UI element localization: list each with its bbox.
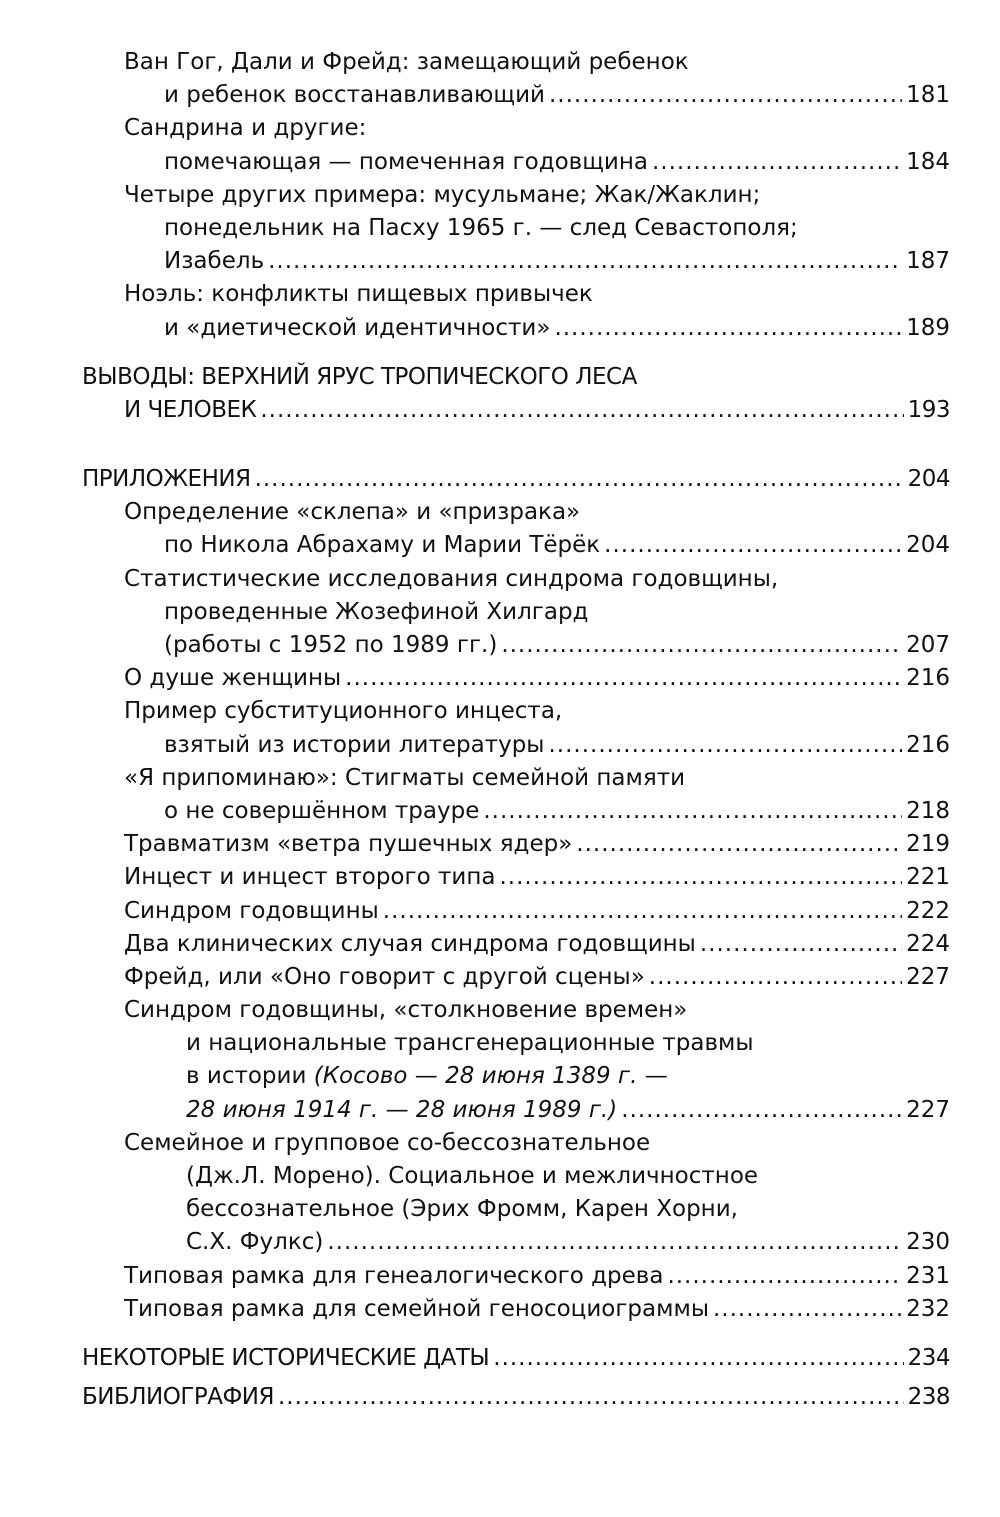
entry-title: Ноэль: конфликты пищевых привычек — [124, 281, 593, 308]
page-number: 231 — [906, 1262, 950, 1289]
entry-title: проведенные Жозефиной Хилгард — [164, 598, 589, 625]
page-number: 238 — [907, 1384, 950, 1411]
dot-leader — [383, 895, 902, 928]
entry-title: НЕКОТОРЫЕ ИСТОРИЧЕСКИЕ ДАТЫ — [82, 1344, 490, 1371]
entry-title: и «диетической идентичности» — [164, 314, 551, 341]
dot-leader — [255, 463, 904, 496]
dot-leader — [649, 961, 902, 994]
toc-entry[interactable] — [186, 1226, 950, 1259]
entry-title: Определение «склепа» и «призрака» — [124, 499, 581, 526]
toc-entry — [124, 278, 950, 311]
page-number: 204 — [906, 532, 950, 559]
page-number: 207 — [906, 632, 950, 658]
dot-leader — [621, 1094, 902, 1127]
entry-title: понедельник на Пасху 1965 г. — след Севастополя; — [164, 214, 798, 241]
toc-entry[interactable] — [124, 662, 950, 695]
entry-title: в истории — [186, 1063, 314, 1090]
toc-entry — [186, 1060, 950, 1093]
entry-title: по Никола Абрахаму и Марии Тёрёк — [164, 532, 601, 559]
toc-entry — [186, 1160, 950, 1193]
dot-leader — [667, 1260, 902, 1293]
entry-title: БИБЛИОГРАФИЯ — [82, 1384, 274, 1411]
page-number: 227 — [906, 1096, 950, 1123]
toc-entry — [124, 1127, 950, 1160]
page-number: 181 — [906, 82, 950, 109]
page-number: 218 — [906, 797, 950, 824]
page-number: 224 — [906, 930, 950, 957]
toc-entry[interactable] — [164, 146, 950, 179]
toc-entry — [124, 762, 950, 795]
dot-leader — [483, 795, 902, 828]
page-number: 216 — [906, 731, 950, 758]
page-number: 216 — [906, 665, 950, 692]
toc-entry — [186, 1027, 950, 1060]
entry-title: (Дж.Л. Морено). Социальное и межличностное — [186, 1163, 759, 1189]
entry-title: ВЫВОДЫ: ВЕРХНИЙ ЯРУС ТРОПИЧЕСКОГО ЛЕСА — [82, 363, 637, 390]
dot-leader — [268, 245, 902, 278]
entry-title: Два клинических случая синдрома годовщины — [124, 930, 696, 957]
dot-leader — [499, 861, 902, 894]
toc-entry — [124, 179, 950, 212]
page-number: 230 — [906, 1229, 950, 1256]
table-of-contents — [82, 46, 950, 1414]
entry-title: о не совершённом трауре — [164, 797, 480, 824]
entry-title: Типовая рамка для генеалогического древа — [124, 1262, 664, 1289]
entry-title-italic: 28 июня 1914 г. — 28 июня 1989 г.) — [186, 1096, 618, 1123]
dot-leader — [278, 1381, 904, 1414]
entry-title: (работы с 1952 по 1989 гг.) — [164, 632, 498, 658]
toc-section-heading — [82, 361, 950, 394]
dot-leader — [576, 828, 902, 861]
page-number: 204 — [907, 466, 950, 493]
entry-title: Инцест и инцест второго типа — [124, 864, 496, 891]
toc-entry[interactable] — [124, 928, 950, 961]
entry-title: С.Х. Фулкс) — [186, 1229, 324, 1256]
page-number: 221 — [906, 864, 950, 891]
page-number: 189 — [906, 314, 950, 341]
toc-entry — [124, 695, 950, 728]
page-number: 184 — [906, 148, 950, 175]
dot-leader — [260, 394, 903, 427]
entry-title: «Я припоминаю»: Стигматы семейной памяти — [124, 764, 686, 791]
toc-entry[interactable] — [164, 795, 950, 828]
entry-title: ПРИЛОЖЕНИЯ — [82, 466, 251, 493]
entry-title-italic: (Косово — 28 июня 1389 г. — — [313, 1063, 668, 1090]
entry-title: Изабель — [164, 248, 265, 275]
entry-title: Ван Гог, Дали и Фрейд: замещающий ребенок — [124, 49, 689, 75]
toc-entry — [124, 563, 950, 596]
dot-leader — [604, 529, 902, 562]
toc-entry[interactable] — [164, 312, 950, 345]
entry-title: помечающая — помеченная годовщина — [164, 148, 648, 175]
toc-entry[interactable] — [164, 529, 950, 562]
toc-entry[interactable] — [164, 245, 950, 278]
page-number: 219 — [906, 831, 950, 858]
entry-title: О душе женщины — [124, 665, 342, 692]
entry-title: Травматизм «ветра пушечных ядер» — [124, 831, 573, 858]
dot-leader — [554, 312, 902, 345]
dot-leader — [700, 928, 902, 961]
dot-leader — [327, 1226, 902, 1259]
entry-title: И ЧЕЛОВЕК — [124, 396, 257, 423]
toc-section-heading[interactable] — [82, 1381, 950, 1414]
entry-title: и ребенок восстанавливающий — [164, 82, 545, 109]
toc-entry[interactable] — [124, 961, 950, 994]
dot-leader — [345, 662, 902, 695]
dot-leader — [548, 729, 902, 762]
page-number: 234 — [907, 1344, 950, 1371]
entry-title: Четыре других примера: мусульмане; Жак/Жаклин; — [124, 181, 761, 208]
toc-entry — [124, 46, 950, 79]
dot-leader — [652, 146, 902, 179]
dot-leader — [493, 1342, 903, 1375]
entry-title: Типовая рамка для семейной геносоциограммы — [124, 1295, 709, 1322]
entry-title: бессознательное (Эрих Фромм, Карен Хорни, — [186, 1196, 738, 1223]
toc-entry[interactable] — [124, 1260, 950, 1293]
entry-title: Семейное и групповое со-бессознательное — [124, 1129, 651, 1156]
toc-entry — [164, 596, 950, 629]
entry-title: Статистические исследования синдрома годовщины, — [124, 565, 779, 592]
entry-title: Пример субституционного инцеста, — [124, 698, 563, 725]
toc-section-heading[interactable] — [82, 1342, 950, 1375]
toc-entry — [164, 212, 950, 245]
dot-leader — [549, 79, 902, 112]
toc-entry[interactable] — [124, 394, 950, 427]
toc-entry — [124, 112, 950, 145]
toc-entry[interactable] — [124, 1293, 950, 1326]
toc-entry[interactable] — [164, 629, 950, 662]
entry-title: Синдром годовщины — [124, 897, 379, 924]
toc-entry — [124, 496, 950, 529]
dot-leader — [501, 629, 902, 662]
toc-entry — [124, 994, 950, 1027]
page-number: 193 — [907, 396, 950, 423]
dot-leader — [713, 1293, 902, 1326]
entry-title: Фрейд, или «Оно говорит с другой сцены» — [124, 963, 645, 990]
toc-entry[interactable] — [124, 895, 950, 928]
toc-entry[interactable] — [124, 828, 950, 861]
toc-entry[interactable] — [164, 79, 950, 112]
entry-title: и национальные трансгенерационные травмы — [186, 1030, 754, 1057]
page-number: 227 — [906, 963, 950, 990]
toc-entry — [186, 1193, 950, 1226]
page-number: 187 — [906, 248, 950, 275]
toc-section-heading[interactable] — [82, 463, 950, 496]
toc-entry[interactable] — [164, 729, 950, 762]
entry-title: Синдром годовщины, «столкновение времен» — [124, 997, 688, 1024]
entry-title: взятый из истории литературы — [164, 731, 545, 758]
page-number: 232 — [906, 1295, 950, 1322]
toc-entry[interactable] — [186, 1094, 950, 1127]
entry-title: Сандрина и другие: — [124, 115, 367, 142]
page-number: 222 — [906, 897, 950, 924]
toc-entry[interactable] — [124, 861, 950, 894]
